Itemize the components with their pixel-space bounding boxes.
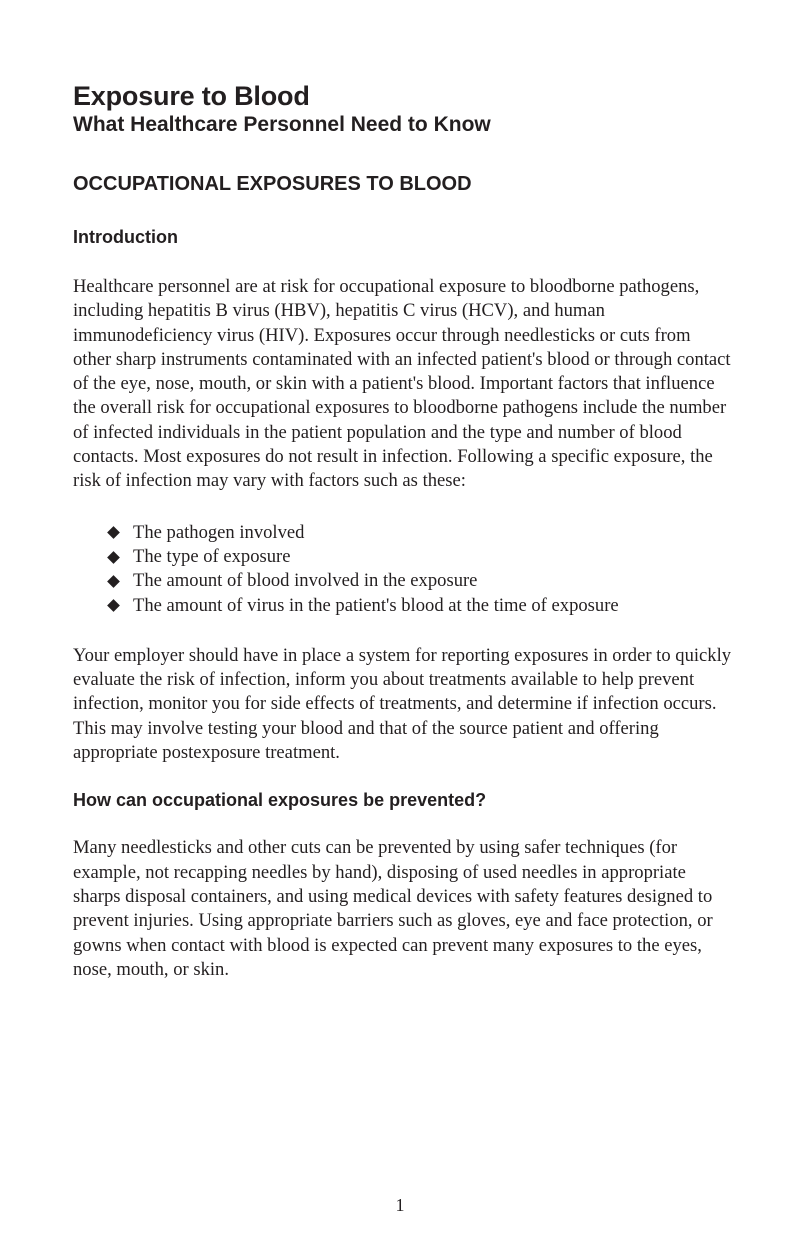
risk-factor-list [73,521,733,618]
list-item-text: The amount of virus in the patient's blood at the time of exposure [133,594,619,616]
list-item [109,521,733,545]
list-item-text: The type of exposure [133,545,291,567]
page-number: 1 [395,1195,405,1215]
list-item-text: The pathogen involved [133,521,305,543]
document-title: Exposure to Blood [73,81,310,111]
prevention-heading: How can occupational exposures be prevented? [73,790,487,811]
diamond-bullet-icon [107,526,120,539]
introduction-heading: Introduction [73,227,178,247]
diamond-bullet-icon [107,599,120,612]
diamond-bullet-icon [107,575,120,588]
list-item [109,569,733,593]
document-page [73,80,733,982]
document-subtitle: What Healthcare Personnel Need to Know [73,113,491,136]
list-item-text: The amount of blood involved in the exposure [133,570,478,592]
diamond-bullet-icon [107,551,120,564]
introduction-paragraph: Healthcare personnel are at risk for occupational exposure to bloodborne pathogens, including hepatitis B virus (HBV), hepatitis C virus (HCV), and human immunodeficiency virus (HIV). Exposures occur through needlesticks or cuts from other sharp instruments contaminated with an infected patient's blood or through contact of the eye, nose, mouth, or skin with a patient's blood. Important factors that influence the overall risk for occupational exposures to bloodborne pathogens include the number of infected individuals in the patient population and the type and number of blood contacts. Most exposures do not result in infection. Following a specific exposure, the risk of infection may vary with factors such as these: [73,276,731,492]
reporting-paragraph: Your employer should have in place a system for reporting exposures in order to quickly evaluate the risk of infection, inform you about treatments available to help prevent infection, monitor you for side effects of treatments, and determine if infection occurs. This may involve testing your blood and that of the source patient and offering appropriate postexposure treatment. [73,644,732,764]
list-item [109,545,733,569]
prevention-paragraph: Many needlesticks and other cuts can be prevented by using safer techniques (for example, not recapping needles by hand), disposing of used needles in appropriate sharps disposal containers, and using medical devices with safety features designed to prevent injuries. Using appropriate barriers such as gloves, eye and face protection, or gowns when contact with blood is expected can prevent many exposures to the eyes, nose, mouth, or skin. [73,837,713,980]
section-heading: OCCUPATIONAL EXPOSURES TO BLOOD [73,173,472,195]
list-item [109,594,733,618]
